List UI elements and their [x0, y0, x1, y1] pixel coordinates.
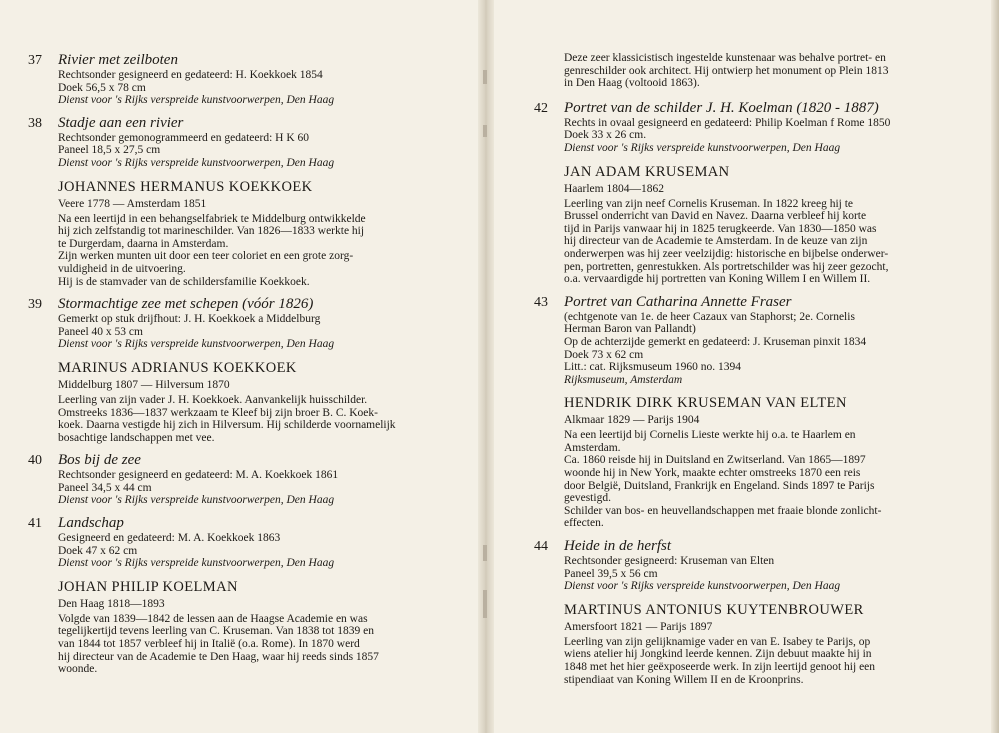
catalogue-entry — [28, 452, 468, 507]
entry-credit: Dienst voor 's Rijks verspreide kunstvoorwerpen, Den Haag — [58, 557, 335, 570]
entry-detail: Litt.: cat. Rijksmuseum 1960 no. 1394 — [564, 361, 741, 374]
entry-title: Landschap — [58, 515, 124, 532]
artist-dates: Den Haag 1818—1893 — [58, 597, 165, 610]
entry-title: Portret van Catharina Annette Fraser — [564, 293, 792, 310]
artist-bio-line: gevestigd. — [564, 492, 611, 505]
entry-credit: Dienst voor 's Rijks verspreide kunstvoorwerpen, Den Haag — [58, 94, 335, 107]
entry-credit: Dienst voor 's Rijks verspreide kunstvoorwerpen, Den Haag — [564, 580, 841, 593]
artist-section — [28, 178, 468, 289]
artist-bio-line: vuldigheid in de uitvoering. — [58, 262, 186, 275]
binding-stitch — [483, 590, 487, 618]
artist-dates: Middelburg 1807 — Hilversum 1870 — [58, 378, 230, 391]
artist-section — [28, 578, 468, 676]
catalogue-entry — [534, 100, 974, 155]
artist-bio-line: Na een leertijd in een behangselfabriek te Middelburg ontwikkelde — [58, 212, 366, 225]
binding-stitch — [483, 70, 487, 84]
entry-number: 38 — [28, 115, 42, 131]
artist-bio-line: stipendiaat van Koning Willem II en de Kroonprins. — [564, 673, 804, 686]
entry-title: Rivier met zeilboten — [58, 52, 178, 68]
entry-title: Heide in de herfst — [564, 538, 672, 555]
artist-bio-line: woonde hij in New York, maakte echter omstreeks 1870 een reis — [564, 467, 861, 480]
artist-bio-line: Brussel onderricht van David en Navez. Daarna verbleef hij korte — [564, 210, 867, 223]
entry-detail: Doek 56,5 x 78 cm — [58, 81, 146, 94]
artist-name: JAN ADAM KRUSEMAN — [564, 163, 730, 180]
page-edge-right — [991, 0, 999, 733]
artist-bio-line: hij directeur van de Academie te Den Haag, waar hij reeds sinds 1857 — [58, 650, 379, 663]
entry-credit: Dienst voor 's Rijks verspreide kunstvoorwerpen, Den Haag — [58, 156, 335, 169]
entry-detail: Rechtsonder gesigneerd en gedateerd: M. A. Koekkoek 1861 — [58, 469, 339, 482]
catalogue-entry — [534, 538, 974, 593]
artist-section — [534, 394, 974, 530]
artist-bio-line: Amsterdam. — [564, 441, 621, 454]
entry-number: 41 — [28, 516, 42, 532]
entry-title: Bos bij de zee — [58, 452, 141, 469]
entry-credit: Dienst voor 's Rijks verspreide kunstvoorwerpen, Den Haag — [58, 494, 335, 507]
continued-text — [534, 52, 974, 90]
artist-bio-line: wiens atelier hij Jongkind leerde kennen. Zijn debuut maakte hij in — [564, 648, 872, 661]
artist-bio-line: Na een leertijd bij Cornelis Lieste werkte hij o.a. te Haarlem en — [564, 429, 856, 442]
artist-name: JOHANNES HERMANUS KOEKKOEK — [58, 178, 313, 195]
entry-detail: Rechtsonder gesigneerd en gedateerd: H. Koekkoek 1854 — [58, 69, 323, 81]
artist-bio-line: tegelijkertijd tevens leerling van C. Kruseman. Van 1838 tot 1839 en — [58, 625, 374, 638]
binding-stitch — [483, 125, 487, 137]
left-page — [0, 0, 486, 733]
artist-bio-line: Schilder van bos- en heuvellandschappen met fraaie blonde zonlicht- — [564, 504, 882, 517]
artist-bio-line: bosachtige landschappen met vee. — [58, 431, 215, 444]
entry-detail: Paneel 39,5 x 56 cm — [564, 567, 658, 580]
artist-dates: Haarlem 1804—1862 — [564, 182, 664, 195]
catalogue-entry — [28, 115, 468, 170]
continued-text-line: Deze zeer klassicistisch ingestelde kunstenaar was behalve portret- en — [564, 52, 886, 64]
artist-bio-line: Leerling van zijn gelijknamige vader en van E. Isabey te Parijs, op — [564, 635, 871, 648]
entry-number: 37 — [28, 53, 42, 68]
left-column — [28, 52, 468, 684]
artist-section — [28, 359, 468, 444]
catalogue-entry — [534, 294, 974, 387]
artist-section — [534, 601, 974, 686]
artist-name: HENDRIK DIRK KRUSEMAN VAN ELTEN — [564, 395, 847, 412]
entry-detail: (echtgenote van 1e. de heer Cazaux van Staphorst; 2e. Cornelis — [564, 310, 855, 323]
artist-name: MARINUS ADRIANUS KOEKKOEK — [58, 359, 297, 376]
entry-number: 42 — [534, 100, 548, 116]
artist-bio-line: Ca. 1860 reisde hij in Duitsland en Zwitserland. Van 1865—1897 — [564, 454, 866, 467]
entry-number: 39 — [28, 297, 42, 313]
entry-detail: Paneel 40 x 53 cm — [58, 325, 143, 338]
entry-detail: Paneel 18,5 x 27,5 cm — [58, 144, 161, 157]
binding-stitch — [483, 545, 487, 561]
artist-bio-line: door België, Duitsland, Frankrijk en Engeland. Sinds 1897 te Parijs — [564, 479, 875, 492]
artist-bio-line: koek. Daarna vestigde hij zich in Hilversum. Hij schilderde voornamelijk — [58, 419, 396, 432]
entry-number: 44 — [534, 539, 548, 555]
artist-bio-line: Omstreeks 1836—1837 werkzaam te Kleef bij zijn broer B. C. Koek- — [58, 406, 378, 419]
entry-detail: Rechtsonder gesigneerd: Kruseman van Elten — [564, 555, 775, 568]
artist-bio-line: woonde. — [58, 663, 98, 676]
artist-bio-line: effecten. — [564, 517, 604, 530]
entry-title: Portret van de schilder J. H. Koelman (1820 - 1887) — [564, 99, 879, 116]
right-page — [486, 0, 999, 733]
artist-bio-line: tijd in Parijs vanwaar hij in 1825 terugkeerde. Van 1830—1850 was — [564, 222, 877, 235]
artist-bio-line: hij zich zelfstandig tot marineschilder. Van 1826—1833 werkte hij — [58, 225, 365, 238]
entry-detail: Doek 33 x 26 cm. — [564, 129, 647, 142]
catalogue-entry — [28, 515, 468, 570]
entry-credit: Rijksmuseum, Amsterdam — [564, 373, 683, 386]
continued-text-line: genreschilder ook architect. Hij ontwierp het monument op Plein 1813 — [564, 64, 889, 77]
right-column — [534, 52, 974, 694]
artist-bio-line: 1848 met het hier geëxposeerde werk. In zijn leertijd genoot hij een — [564, 661, 876, 673]
artist-bio-line: hij directeur van de Academie te Amsterdam. In de keuze van zijn — [564, 235, 868, 248]
artist-bio-line: te Durgerdam, daarna in Amsterdam. — [58, 237, 229, 250]
catalogue-entry — [28, 52, 468, 107]
entry-detail: Op de achterzijde gemerkt en gedateerd: J. Kruseman pinxit 1834 — [564, 335, 867, 348]
artist-name: MARTINUS ANTONIUS KUYTENBROUWER — [564, 601, 864, 618]
entry-detail: Rechtsonder gemonogrammeerd en gedateerd: H K 60 — [58, 131, 309, 144]
continued-text-line: in Den Haag (voltooid 1863). — [564, 77, 700, 90]
artist-bio-line: van 1844 tot 1857 verbleef hij in Italië (o.a. Rome). In 1870 werd — [58, 638, 360, 651]
artist-name: JOHAN PHILIP KOELMAN — [58, 578, 238, 595]
entry-detail: Rechts in ovaal gesigneerd en gedateerd: Philip Koelman f Rome 1850 — [564, 116, 891, 129]
entry-detail: Paneel 34,5 x 44 cm — [58, 481, 152, 494]
artist-dates: Alkmaar 1829 — Parijs 1904 — [564, 414, 700, 427]
artist-bio-line: Zijn werken munten uit door een teer coloriet en een grote zorg- — [58, 250, 354, 263]
entry-detail: Herman Baron van Pallandt) — [564, 323, 696, 336]
artist-bio-line: Hij is de stamvader van de schildersfamilie Koekkoek. — [58, 275, 310, 288]
artist-bio-line: o.a. vervaardigde hij portretten van Koning Willem I en Willem II. — [564, 273, 871, 286]
entry-credit: Dienst voor 's Rijks verspreide kunstvoorwerpen, Den Haag — [564, 141, 841, 154]
entry-number: 40 — [28, 453, 42, 469]
entry-number: 43 — [534, 294, 548, 310]
artist-bio-line: Volgde van 1839—1842 de lessen aan de Haagse Academie en was — [58, 612, 368, 625]
artist-bio-line: pen, portretten, genrestukken. Als portretschilder was hij zeer gezocht, — [564, 260, 889, 273]
artist-section — [534, 163, 974, 286]
artist-bio-line: onderwerpen was hij zeer veelzijdig: historische en bijbelse onderwer- — [564, 247, 889, 260]
artist-dates: Veere 1778 — Amsterdam 1851 — [58, 197, 207, 210]
artist-dates: Amersfoort 1821 — Parijs 1897 — [564, 620, 713, 633]
artist-bio-line: Leerling van zijn vader J. H. Koekkoek. Aanvankelijk huisschilder. — [58, 393, 368, 406]
catalogue-entry — [28, 296, 468, 351]
entry-detail: Doek 73 x 62 cm — [564, 348, 644, 361]
entry-detail: Doek 47 x 62 cm — [58, 544, 138, 557]
artist-bio-line: Leerling van zijn neef Cornelis Kruseman. In 1822 kreeg hij te — [564, 197, 854, 210]
entry-detail: Gesigneerd en gedateerd: M. A. Koekkoek 1863 — [58, 532, 281, 545]
entry-credit: Dienst voor 's Rijks verspreide kunstvoorwerpen, Den Haag — [58, 338, 335, 351]
binding-gutter — [478, 0, 494, 733]
entry-detail: Gemerkt op stuk drijfhout: J. H. Koekkoek a Middelburg — [58, 313, 321, 326]
entry-title: Stormachtige zee met schepen (vóór 1826) — [58, 296, 314, 313]
entry-title: Stadje aan een rivier — [58, 114, 184, 131]
